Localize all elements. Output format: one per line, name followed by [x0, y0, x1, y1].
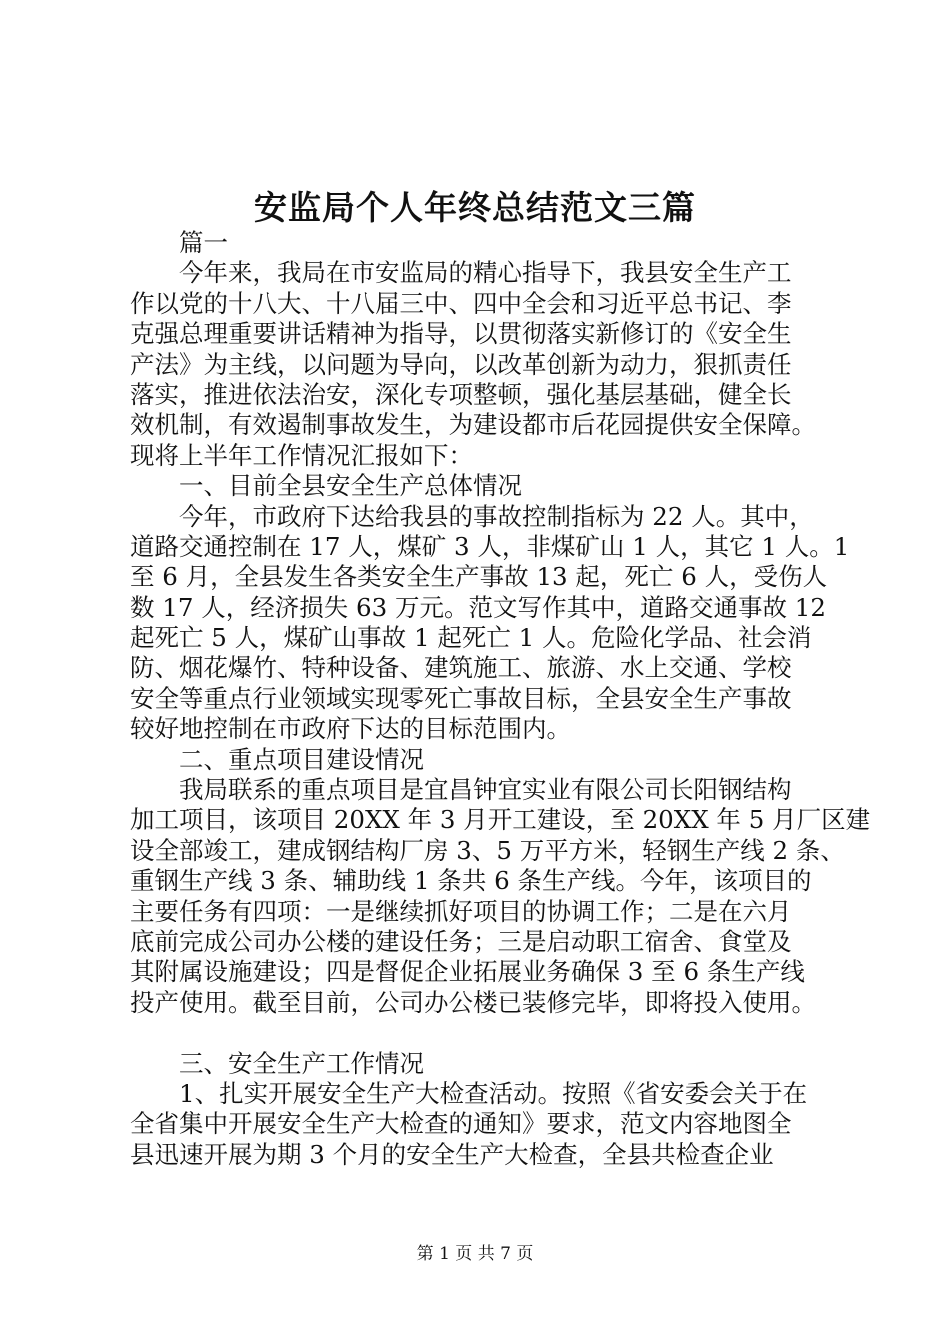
text-line: 投产使用。截至目前，公司办公楼已装修完毕，即将投入使用。 — [130, 987, 816, 1017]
text-line: 产法》为主线，以问题为导向，以改革创新为动力，狠抓责任 — [130, 349, 792, 379]
text-line: 今年来，我局在市安监局的精心指导下，我县安全生产工 — [179, 258, 792, 288]
text-line: 数 17 人，经济损失 63 万元。范文写作其中，道路交通事故 12 — [130, 592, 826, 622]
text-line: 1、扎实开展安全生产大检查活动。按照《省安委会关于在 — [179, 1078, 808, 1108]
text-line: 加工项目，该项目 20XX 年 3 月开工建设，至 20XX 年 5 月厂区建 — [130, 805, 871, 835]
document-body — [130, 228, 871, 1170]
text-line: 今年，市政府下达给我县的事故控制指标为 22 人。其中， — [179, 501, 814, 531]
text-line: 我局联系的重点项目是宜昌钟宜实业有限公司长阳钢结构 — [179, 775, 792, 805]
text-line: 二、重点项目建设情况 — [179, 744, 424, 774]
document-title: 安监局个人年终总结范文三篇 — [254, 188, 696, 227]
text-line: 其附属设施建设；四是督促企业拓展业务确保 3 至 6 条生产线 — [130, 957, 805, 987]
text-line: 全省集中开展安全生产大检查的通知》要求，范文内容地图全 — [130, 1109, 792, 1139]
page-footer: 第 1 页 共 7 页 — [416, 1244, 534, 1264]
blank-line — [130, 1018, 835, 1048]
text-line: 效机制，有效遏制事故发生，为建设都市后花园提供安全保障。 — [130, 410, 816, 440]
text-line: 较好地控制在市政府下达的目标范围内。 — [130, 714, 571, 744]
text-line: 道路交通控制在 17 人，煤矿 3 人，非煤矿山 1 人，其它 1 人。1 — [130, 531, 850, 561]
text-line: 防、烟花爆竹、特种设备、建筑施工、旅游、水上交通、学校 — [130, 653, 792, 683]
text-line: 作以党的十八大、十八届三中、四中全会和习近平总书记、李 — [130, 288, 792, 318]
text-line: 底前完成公司办公楼的建设任务；三是启动职工宿舍、食堂及 — [130, 926, 792, 956]
text-line: 主要任务有四项：一是继续抓好项目的协调工作；二是在六月 — [130, 896, 792, 926]
text-line: 至 6 月，全县发生各类安全生产事故 13 起，死亡 6 人，受伤人 — [130, 562, 828, 592]
text-line: 现将上半年工作情况汇报如下： — [130, 440, 473, 470]
text-line: 起死亡 5 人，煤矿山事故 1 起死亡 1 人。危险化学品、社会消 — [130, 623, 812, 653]
text-line: 篇一 — [179, 228, 228, 257]
text-line: 设全部竣工，建成钢结构厂房 3、5 万平方米，轻钢生产线 2 条、 — [130, 835, 845, 865]
text-line: 一、目前全县安全生产总体情况 — [179, 471, 522, 501]
text-line: 安全等重点行业领域实现零死亡事故目标，全县安全生产事故 — [130, 683, 792, 713]
text-line: 克强总理重要讲话精神为指导，以贯彻落实新修订的《安全生 — [130, 319, 792, 349]
text-line: 重钢生产线 3 条、辅助线 1 条共 6 条生产线。今年，该项目的 — [130, 866, 812, 896]
text-line: 县迅速开展为期 3 个月的安全生产大检查，全县共检查企业 — [130, 1139, 774, 1169]
text-line: 落实，推进依法治安，深化专项整顿，强化基层基础，健全长 — [130, 379, 792, 409]
text-line: 三、安全生产工作情况 — [179, 1048, 424, 1078]
